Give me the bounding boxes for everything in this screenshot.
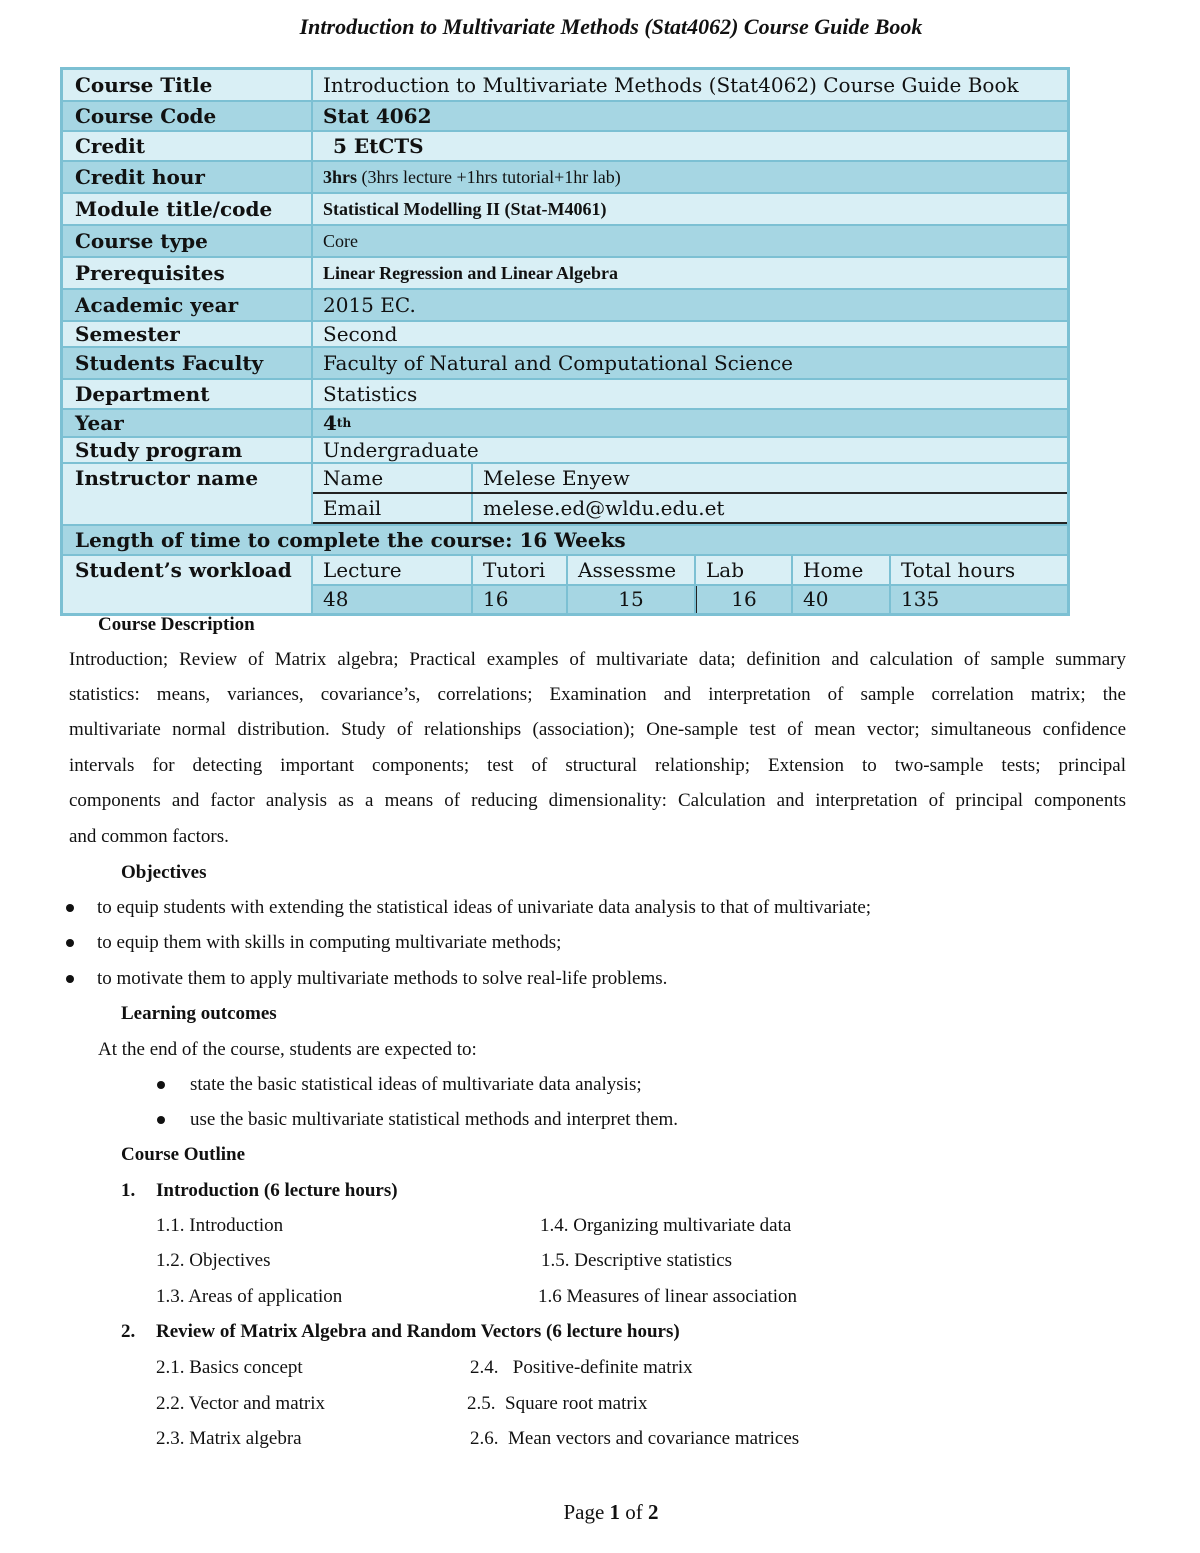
outline-subtopic: 2.5. Square root matrix <box>467 1393 648 1414</box>
workload-value: 16 <box>473 586 568 614</box>
workload-value: 135 <box>901 587 940 612</box>
row-course-length <box>63 526 1067 556</box>
row-academic-year <box>63 290 1067 322</box>
workload-header: Lab <box>696 556 793 584</box>
workload-value: 16 <box>696 586 793 614</box>
value-credit-hour <box>313 162 1067 192</box>
label-prerequisites: Prerequisites <box>63 258 313 288</box>
outline-subtopic: 1.5. Descriptive statistics <box>541 1250 733 1271</box>
bullet-icon <box>66 975 74 983</box>
value-module: Statistical Modelling II (Stat-M4061) <box>323 198 607 219</box>
label-study-program: Study program <box>63 438 313 462</box>
label-year: Year <box>63 410 313 436</box>
row-year <box>63 410 1067 438</box>
learning-outcomes-intro: At the end of the course, students are expected to: <box>98 1039 477 1060</box>
workload-header: Lecture <box>313 556 473 584</box>
label-course-title: Course Title <box>63 70 313 100</box>
workload-value: 40 <box>793 586 891 614</box>
workload-value-row <box>313 584 1067 614</box>
outline-section-title: Review of Matrix Algebra and Random Vectors (6 lecture hours) <box>156 1321 680 1342</box>
outline-subtopic: 2.1. Basics concept <box>156 1357 303 1378</box>
description-line: Introduction; Review of Matrix algebra; Practical examples of multivariate data; definition and calculation of sample summary <box>69 649 1126 670</box>
instructor-name-row <box>313 464 1067 492</box>
page-word: Page <box>563 1500 605 1524</box>
description-line: multivariate normal distribution. Study of relationships (association); One-sample test of mean vector; simultaneous confidence <box>69 719 1126 740</box>
value-semester: Second <box>323 322 398 346</box>
outline-subtopic: 2.2. Vector and matrix <box>156 1393 326 1414</box>
instructor-email-label: Email <box>313 494 473 522</box>
course-info-table <box>60 67 1070 616</box>
page-footer <box>0 1500 1200 1525</box>
outline-section-title: Introduction (6 lecture hours) <box>156 1180 398 1201</box>
value-faculty: Faculty of Natural and Computational Science <box>323 351 793 375</box>
label-module: Module title/code <box>63 194 313 224</box>
label-workload: Student’s workload <box>63 556 313 613</box>
instructor-name-value: Melese Enyew <box>483 466 630 490</box>
outline-subtopic: 2.3. Matrix algebra <box>156 1428 302 1449</box>
row-workload <box>63 556 1067 613</box>
learning-outcome-item: state the basic statistical ideas of multivariate data analysis; <box>190 1074 642 1095</box>
value-department: Statistics <box>323 382 418 406</box>
value-course-type: Core <box>323 230 358 251</box>
label-semester: Semester <box>63 322 313 346</box>
bullet-icon <box>157 1116 165 1124</box>
objectives-heading: Objectives <box>121 862 207 883</box>
description-line: statistics: means, variances, covariance’s, correlations; Examination and interpretation of sample correlation matrix; the <box>69 684 1126 705</box>
outline-subtopic: 1.2. Objectives <box>156 1250 271 1271</box>
row-study-program <box>63 438 1067 464</box>
row-course-type <box>63 226 1067 258</box>
year-suffix: th <box>336 416 352 430</box>
workload-header: Home <box>793 556 891 584</box>
workload-value: 15 <box>568 586 696 614</box>
label-course-type: Course type <box>63 226 313 256</box>
outline-subtopic: 1.1. Introduction <box>156 1215 284 1236</box>
document-title: Introduction to Multivariate Methods (Stat4062) Course Guide Book <box>299 14 923 39</box>
workload-header: Tutori <box>473 556 568 584</box>
label-credit-hour: Credit hour <box>63 162 313 192</box>
course-length: Length of time to complete the course: 16 Weeks <box>75 528 626 552</box>
workload-header-row <box>313 556 1067 584</box>
instructor-name-label: Name <box>313 464 473 492</box>
value-year <box>313 410 1067 436</box>
credit-hour-total: 3hrs <box>323 166 358 187</box>
course-description-heading: Course Description <box>98 614 255 635</box>
credit-hour-breakdown: (3hrs lecture +1hrs tutorial+1hr lab) <box>361 166 621 187</box>
objective-item: to motivate them to apply multivariate methods to solve real-life problems. <box>97 968 668 989</box>
row-course-title <box>63 70 1067 102</box>
bullet-icon <box>66 904 74 912</box>
description-line: and common factors. <box>69 826 229 847</box>
row-credit <box>63 132 1067 162</box>
workload-grid <box>313 556 1067 613</box>
total-pages: 2 <box>648 1500 659 1524</box>
row-credit-hour <box>63 162 1067 194</box>
row-faculty <box>63 348 1067 380</box>
workload-header: Assessme <box>568 556 696 584</box>
row-prerequisites <box>63 258 1067 290</box>
row-module <box>63 194 1067 226</box>
course-outline-heading: Course Outline <box>121 1144 246 1165</box>
objective-item: to equip students with extending the statistical ideas of univariate data analysis to that of multivariate; <box>97 897 872 918</box>
label-credit: Credit <box>63 132 313 160</box>
bullet-icon <box>66 939 74 947</box>
value-credit: 5 EtCTS <box>333 134 424 158</box>
value-study-program: Undergraduate <box>323 438 479 462</box>
description-line: components and factor analysis as a means of reducing dimensionality: Calculation and interpretation of principal components <box>69 790 1126 811</box>
objective-item: to equip them with skills in computing multivariate methods; <box>97 932 562 953</box>
value-course-title: Introduction to Multivariate Methods (Stat4062) Course Guide Book <box>323 73 1019 97</box>
instructor-details <box>313 464 1067 524</box>
label-instructor: Instructor name <box>63 464 313 524</box>
current-page: 1 <box>609 1500 621 1524</box>
label-department: Department <box>63 380 313 408</box>
description-line: intervals for detecting important components; test of structural relationship; Extension to two-sample tests; principal <box>69 755 1126 776</box>
label-faculty: Students Faculty <box>63 348 313 378</box>
bullet-icon <box>157 1081 165 1089</box>
outline-subtopic: 1.4. Organizing multivariate data <box>540 1215 792 1236</box>
label-academic-year: Academic year <box>63 290 313 320</box>
instructor-email-value[interactable]: melese.ed@wldu.edu.et <box>483 496 725 520</box>
workload-header: Total hours <box>901 557 1016 582</box>
outline-subtopic: 2.4. Positive-definite matrix <box>470 1357 693 1378</box>
outline-subtopic: 2.6. Mean vectors and covariance matrices <box>470 1428 800 1449</box>
learning-outcomes-heading: Learning outcomes <box>121 1003 277 1024</box>
row-instructor <box>63 464 1067 526</box>
value-course-code: Stat 4062 <box>323 104 432 128</box>
workload-value: 48 <box>313 586 473 614</box>
row-department <box>63 380 1067 410</box>
outline-section-number: 1. <box>121 1180 136 1201</box>
value-academic-year: 2015 EC. <box>323 293 416 317</box>
row-course-code <box>63 102 1067 132</box>
row-semester <box>63 322 1067 348</box>
value-prerequisites: Linear Regression and Linear Algebra <box>323 262 619 283</box>
learning-outcome-item: use the basic multivariate statistical methods and interpret them. <box>190 1109 679 1130</box>
outline-subtopic: 1.6 Measures of linear association <box>538 1286 798 1307</box>
of-word: of <box>625 1500 643 1524</box>
instructor-email-row <box>313 492 1067 524</box>
year-number: 4 <box>323 411 337 435</box>
label-course-code: Course Code <box>63 102 313 130</box>
outline-section-number: 2. <box>121 1321 136 1342</box>
outline-subtopic: 1.3. Areas of application <box>156 1286 343 1307</box>
